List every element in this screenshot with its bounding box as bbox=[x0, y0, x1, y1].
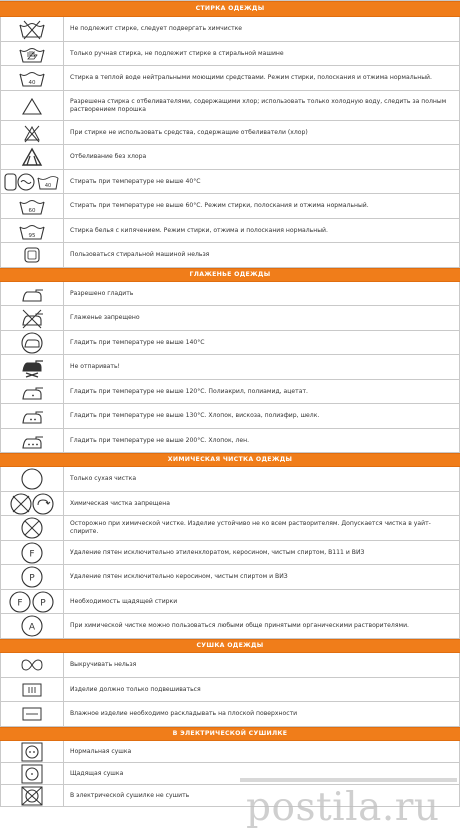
symbol-description bbox=[64, 541, 459, 564]
symbol-row-hand-wash bbox=[0, 42, 460, 66]
symbol-description-text: Осторожно при химической чистке. Изделие устойчиво не ко всем растворителям. Допускается чистка в уайт-спирите. bbox=[70, 520, 431, 535]
tub-crossed-icon bbox=[1, 17, 64, 41]
symbol-description bbox=[64, 702, 459, 726]
circle-icon bbox=[1, 467, 64, 491]
symbol-row-no-ironing bbox=[0, 306, 460, 331]
symbol-row-any-solvent bbox=[0, 614, 460, 639]
symbol-description-text: Химическая чистка запрещена bbox=[70, 499, 171, 507]
symbol-description-text: Удаление пятен исключительно керосином, чистым спиртом и ВИЗ bbox=[70, 573, 288, 580]
iron-crossed-icon bbox=[1, 306, 64, 330]
symbol-description-text: Стирка в теплой воде нейтральными моющими средствами. Режим стирки, полоскания и отжима нормальный. bbox=[70, 74, 432, 81]
symbol-description-text: Разрешена стирка с отбеливателями, содержащими хлор; использовать только холодную воду, следить за полным растворением порошка bbox=[70, 97, 447, 113]
symbol-row-careful-dry-clean bbox=[0, 516, 460, 541]
symbol-row-wash-95 bbox=[0, 219, 460, 243]
symbol-description bbox=[64, 565, 459, 589]
svg-text:40: 40 bbox=[28, 80, 36, 86]
symbol-row-iron-200 bbox=[0, 429, 460, 453]
wash-40-icon bbox=[1, 66, 64, 90]
symbol-description-text: При стирке не использовать средства, содержащие отбеливатели (хлор) bbox=[70, 128, 308, 136]
svg-text:P: P bbox=[40, 598, 46, 608]
symbol-description-text: Только сухая чистка bbox=[70, 475, 137, 482]
no-machine-icon bbox=[1, 243, 64, 267]
watermark-logo: postila.ru bbox=[246, 785, 440, 830]
symbol-row-line-dry bbox=[0, 678, 460, 702]
symbol-description bbox=[64, 17, 459, 41]
symbol-row-non-chlorine-bleach bbox=[0, 145, 460, 170]
iron-icon bbox=[1, 282, 64, 305]
section-header: СТИРКА ОДЕЖДЫ bbox=[0, 1, 460, 17]
symbol-row-no-bleach bbox=[0, 121, 460, 145]
circle-a-icon bbox=[1, 614, 64, 638]
symbol-description bbox=[64, 467, 459, 491]
line-dry-icon bbox=[1, 678, 64, 701]
symbol-row-iron-140 bbox=[0, 331, 460, 355]
svg-text:A: A bbox=[28, 622, 36, 633]
symbol-description bbox=[64, 121, 459, 144]
circle-f-icon bbox=[1, 541, 64, 564]
symbol-description-text: Стирать при температуре не выше 60°С. Режим стирки, полоскания и отжима нормальный. bbox=[70, 202, 369, 209]
symbol-description-text: Пользоваться стиральной машиной нельзя bbox=[70, 251, 210, 258]
symbol-description-text: Щадящая сушка bbox=[70, 769, 124, 777]
symbol-row-dry-clean-only bbox=[0, 467, 460, 492]
symbol-row-bleach-allowed bbox=[0, 91, 460, 121]
symbol-description bbox=[64, 492, 459, 515]
tumble-dry-normal-icon bbox=[1, 741, 64, 762]
symbol-description-text: Гладить при температуре не выше 130°С. Хлопок, вискоза, полиэфир, шелк. bbox=[70, 412, 320, 419]
circle-f-p-icon bbox=[1, 590, 64, 613]
section-header: СУШКА ОДЕЖДЫ bbox=[0, 639, 460, 653]
symbol-row-gentle-cleaning bbox=[0, 590, 460, 614]
symbol-row-no-machine-wash bbox=[0, 243, 460, 268]
symbol-description bbox=[64, 170, 459, 193]
symbol-description-text: Влажное изделие необходимо раскладывать на плоской поверхности bbox=[70, 710, 298, 717]
no-dry-clean-icon bbox=[1, 492, 64, 515]
triangle-striped-icon bbox=[1, 145, 64, 169]
symbol-row-stain-removal-ethylene bbox=[0, 541, 460, 565]
symbol-description bbox=[64, 516, 459, 540]
symbol-description bbox=[64, 355, 459, 379]
symbol-description-text: В электрической сушилке не сушить bbox=[70, 791, 190, 799]
symbol-description-text: Разрешено гладить bbox=[70, 289, 134, 297]
symbol-description bbox=[64, 614, 459, 638]
symbol-row-iron-120 bbox=[0, 380, 460, 404]
symbol-row-no-steam bbox=[0, 355, 460, 380]
svg-text:F: F bbox=[29, 549, 35, 559]
symbol-row-stain-removal-kerosene bbox=[0, 565, 460, 590]
symbol-description-text: Изделие должно только подвешиваться bbox=[70, 685, 201, 693]
symbol-description-text: Отбеливание без хлора bbox=[70, 153, 147, 160]
symbol-description bbox=[64, 282, 459, 305]
symbol-description bbox=[64, 194, 459, 218]
symbol-row-ironing-allowed bbox=[0, 282, 460, 306]
wash-95-icon bbox=[1, 219, 64, 242]
svg-text:60: 60 bbox=[28, 208, 36, 214]
tumble-dry-gentle-icon bbox=[1, 763, 64, 784]
symbol-description bbox=[64, 42, 459, 65]
symbol-description-text: Стирка белья с кипячением. Режим стирки, отжима и полоскания нормальный. bbox=[70, 226, 328, 234]
symbol-description-text: При химической чистке можно пользоваться любыми обще принятыми органическими растворителями. bbox=[70, 622, 409, 629]
symbol-description bbox=[64, 404, 459, 428]
triangle-crossed-icon bbox=[1, 121, 64, 144]
svg-text:40: 40 bbox=[44, 182, 52, 189]
symbol-description-text: Удаление пятен исключительно этиленхлоратом, керосином, чистым спиртом, В111 и ВИЗ bbox=[70, 548, 365, 556]
symbol-description-text: Выкручивать нельзя bbox=[70, 661, 137, 668]
symbol-description bbox=[64, 590, 459, 613]
symbol-row-wash-machine-40 bbox=[0, 170, 460, 194]
no-wring-icon bbox=[1, 653, 64, 677]
symbol-description-text: Не подлежит стирке, следует подвергать химчистке bbox=[70, 25, 243, 32]
wash-machine-40-icon bbox=[1, 170, 64, 193]
circle-p-icon bbox=[1, 565, 64, 589]
circle-crossed-icon bbox=[1, 516, 64, 540]
symbol-description bbox=[64, 380, 459, 403]
symbol-description bbox=[64, 331, 459, 354]
symbol-description-text: Стирать при температуре не выше 40°С bbox=[70, 177, 201, 185]
symbol-row-tumble-dry-normal bbox=[0, 741, 460, 763]
iron-two-dots-icon bbox=[1, 404, 64, 428]
symbol-row-no-wash bbox=[0, 17, 460, 42]
iron-one-dot-icon bbox=[1, 380, 64, 403]
iron-three-dots-icon bbox=[1, 429, 64, 452]
symbol-description-text: Нормальная сушка bbox=[70, 747, 132, 755]
symbol-description bbox=[64, 741, 459, 762]
symbol-description-text: Гладить при температуре не выше 140°С bbox=[70, 338, 205, 346]
symbol-description-text: Гладить при температуре не выше 120°С. Полиакрил, полиамид, ацетат. bbox=[70, 387, 308, 395]
symbol-description bbox=[64, 653, 459, 677]
symbol-description-text: Необходимость щадящей стирки bbox=[70, 597, 178, 605]
symbol-row-wash-40-normal bbox=[0, 66, 460, 91]
section-header: В ЭЛЕКТРИЧЕСКОЙ СУШИЛКЕ bbox=[0, 727, 460, 741]
symbol-description bbox=[64, 306, 459, 330]
symbol-description-text: Только ручная стирка, не подлежит стирке в стиральной машине bbox=[70, 49, 284, 57]
symbol-description bbox=[64, 678, 459, 701]
symbol-description-text: Глаженье запрещено bbox=[70, 314, 140, 321]
symbol-row-wash-60 bbox=[0, 194, 460, 219]
section-header: ХИМИЧЕСКАЯ ЧИСТКА ОДЕЖДЫ bbox=[0, 453, 460, 467]
no-tumble-dry-icon bbox=[1, 785, 64, 806]
wash-60-icon bbox=[1, 194, 64, 218]
triangle-icon bbox=[1, 91, 64, 120]
svg-text:F: F bbox=[17, 598, 23, 608]
hand-wash-icon bbox=[1, 42, 64, 65]
symbol-description bbox=[64, 243, 459, 267]
symbol-row-no-wring bbox=[0, 653, 460, 678]
symbol-description bbox=[64, 66, 459, 90]
iron-no-steam-icon bbox=[1, 355, 64, 379]
symbol-description-text: Гладить при температуре не выше 200°С. Хлопок, лен. bbox=[70, 436, 250, 444]
section-header: ГЛАЖЕНЬЕ ОДЕЖДЫ bbox=[0, 268, 460, 282]
symbol-row-no-dry-clean bbox=[0, 492, 460, 516]
symbol-row-iron-130 bbox=[0, 404, 460, 429]
svg-text:P: P bbox=[29, 573, 35, 584]
flat-dry-icon bbox=[1, 702, 64, 726]
symbol-description bbox=[64, 429, 459, 452]
symbol-description bbox=[64, 91, 459, 120]
symbol-description bbox=[64, 145, 459, 169]
symbol-description-text: Не отпаривать! bbox=[70, 363, 121, 370]
svg-text:95: 95 bbox=[28, 232, 36, 239]
iron-circle-icon bbox=[1, 331, 64, 354]
symbol-description bbox=[64, 219, 459, 242]
symbol-row-flat-dry bbox=[0, 702, 460, 727]
